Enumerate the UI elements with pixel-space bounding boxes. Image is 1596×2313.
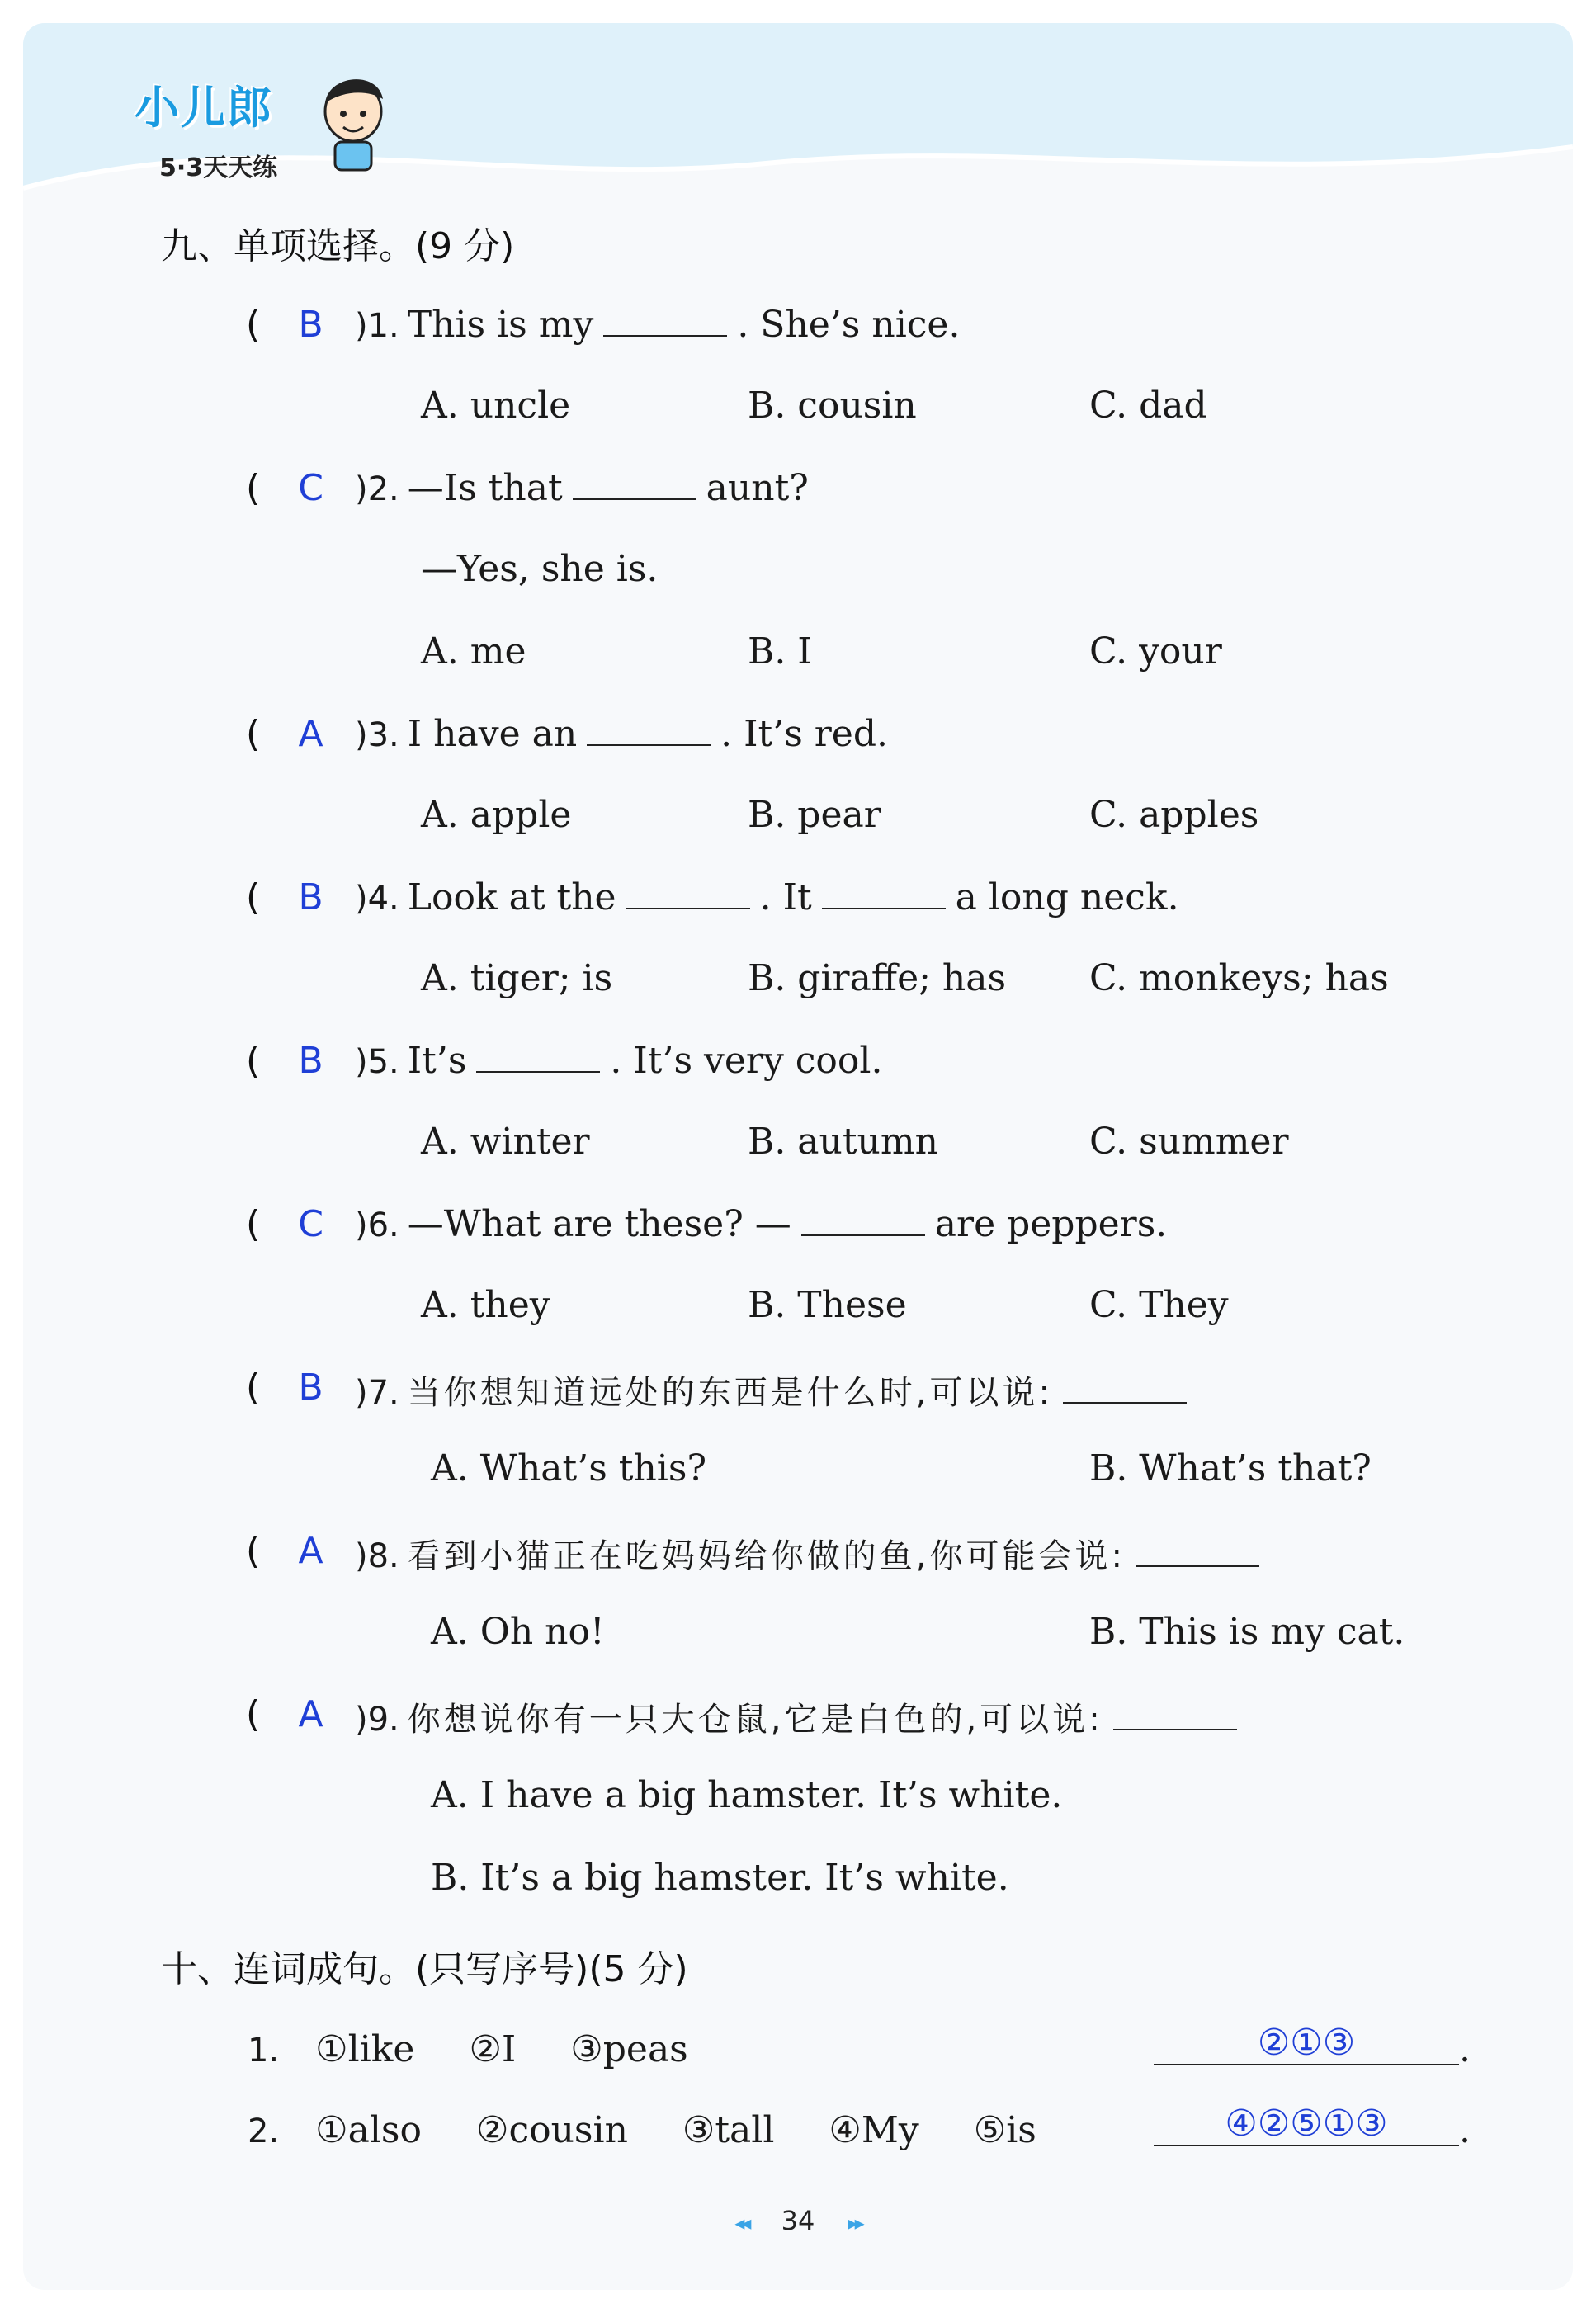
option-b: B. autumn xyxy=(748,1121,938,1163)
answer-mark: A xyxy=(298,1530,323,1572)
question-6: )6. —What are these? — are peppers. xyxy=(355,1203,1168,1245)
option-a: A. Oh no! xyxy=(431,1611,605,1653)
option-a: A. winter xyxy=(421,1121,590,1163)
left-arrows-icon: ◂◂ xyxy=(734,2212,748,2235)
answer-bracket: ( A xyxy=(246,1530,323,1572)
option-a: A. I have a big hamster. It’s white. xyxy=(431,1774,1063,1816)
answer-mark: B xyxy=(298,876,323,918)
option-c: C. your xyxy=(1089,630,1222,673)
answer-mark: B xyxy=(298,304,323,346)
option-a: A. me xyxy=(421,630,526,673)
option-b: B. giraffe; has xyxy=(748,957,1007,999)
question-2-line2: —Yes, she is. xyxy=(421,548,659,590)
period: . xyxy=(1459,2109,1471,2151)
question-2: )2. —Is that aunt? xyxy=(355,467,809,509)
right-arrows-icon: ▸▸ xyxy=(848,2212,862,2235)
answer-mark: B xyxy=(298,1040,323,1082)
option-a: A. tiger; is xyxy=(421,957,613,999)
section-title-word-order: 十、连词成句。(只写序号)(5 分) xyxy=(161,1948,688,1990)
logo xyxy=(135,73,399,188)
option-c: C. apples xyxy=(1089,794,1259,836)
answer-blank xyxy=(603,334,727,337)
answer-mark: B xyxy=(298,1367,323,1409)
answer-mark: C xyxy=(298,1203,323,1245)
option-b: B. What’s that? xyxy=(1089,1447,1372,1489)
answer-bracket: ( C xyxy=(246,467,323,509)
logo-title: 小儿郎 xyxy=(135,82,273,134)
question-8: )8. 看到小猫正在吃妈妈给你做的鱼,你可能会说: xyxy=(355,1530,1269,1577)
option-b: B. It’s a big hamster. It’s white. xyxy=(431,1857,1009,1899)
answer-bracket: ( B xyxy=(246,1367,323,1409)
answer-bracket: ( A xyxy=(246,1693,323,1735)
option-b: B. These xyxy=(748,1284,907,1326)
period: . xyxy=(1459,2028,1471,2070)
logo-subtitle: 5·3天天练 xyxy=(159,153,278,182)
option-a: A. they xyxy=(421,1284,550,1326)
page-number: 34 xyxy=(781,2205,815,2236)
option-b: B. I xyxy=(748,630,812,673)
page-footer xyxy=(0,2205,1596,2236)
answer-bracket: ( C xyxy=(246,1203,323,1245)
answer-bracket: ( B xyxy=(246,1040,323,1082)
answer-bracket: ( A xyxy=(246,713,323,755)
answer-mark: A xyxy=(298,1693,323,1735)
option-c: C. They xyxy=(1089,1284,1229,1326)
option-a: A. uncle xyxy=(421,385,571,427)
answer-blank xyxy=(1136,1565,1259,1567)
answer-mark: C xyxy=(298,467,323,509)
word-order-item-2: 2. ①also ②cousin ③tall ④My ⑤is xyxy=(248,2109,1036,2151)
boy-mascot-icon xyxy=(312,66,394,173)
answer-blank xyxy=(1113,1728,1237,1730)
question-7: )7. 当你想知道远处的东西是什么时,可以说: xyxy=(355,1367,1197,1414)
option-a: A. apple xyxy=(421,794,572,836)
answer-blank xyxy=(626,907,750,909)
answer-blank xyxy=(587,743,711,746)
question-4: )4. Look at the . It a long neck. xyxy=(355,876,1179,918)
question-9: )9. 你想说你有一只大仓鼠,它是白色的,可以说: xyxy=(355,1693,1247,1740)
question-3: )3. I have an . It’s red. xyxy=(355,713,888,755)
option-b: B. cousin xyxy=(748,385,917,427)
word-order-answer-1: ②①③ xyxy=(1154,2022,1459,2065)
option-b: B. This is my cat. xyxy=(1089,1611,1405,1653)
word-order-answer-2: ④②⑤①③ xyxy=(1154,2103,1459,2146)
option-c: C. summer xyxy=(1089,1121,1289,1163)
section-title-single-choice: 九、单项选择。(9 分) xyxy=(161,225,515,267)
answer-blank xyxy=(476,1070,600,1073)
answer-blank xyxy=(573,498,696,500)
word-order-item-1: 1. ①like ②I ③peas xyxy=(248,2028,688,2070)
answer-blank xyxy=(822,907,946,909)
answer-bracket: ( B xyxy=(246,876,323,918)
answer-bracket: ( B xyxy=(246,304,323,346)
option-b: B. pear xyxy=(748,794,881,836)
answer-blank xyxy=(1063,1401,1187,1404)
option-a: A. What’s this? xyxy=(431,1447,707,1489)
question-1: )1. This is my . She’s nice. xyxy=(355,304,961,346)
question-5: )5. It’s . It’s very cool. xyxy=(355,1040,883,1082)
answer-blank xyxy=(801,1234,925,1236)
option-c: C. dad xyxy=(1089,385,1207,427)
option-c: C. monkeys; has xyxy=(1089,957,1389,999)
answer-mark: A xyxy=(298,713,323,755)
